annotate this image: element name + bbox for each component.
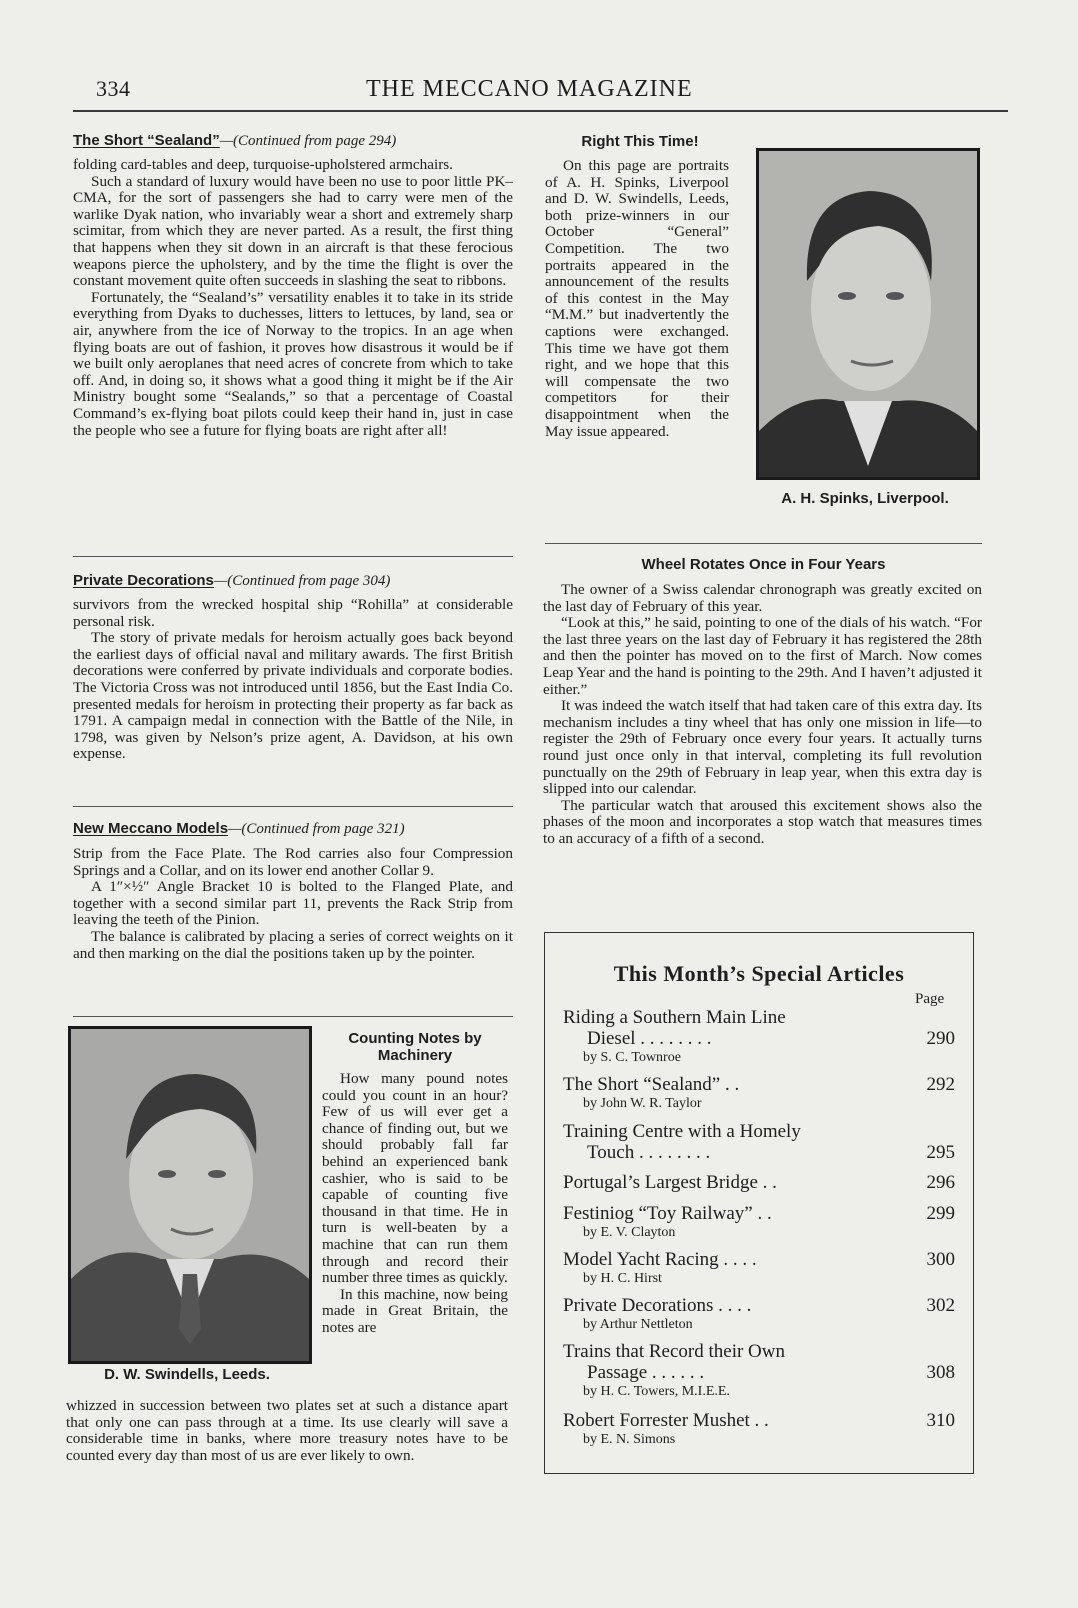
divider bbox=[73, 806, 513, 807]
toc-entry-title: Trains that Record their Own bbox=[563, 1341, 785, 1362]
paragraph: whizzed in succession between two plates set at such a distance apart that only one can pass through at a time. Its use clearly will save a considerable time in banks, where more treasury notes have to be counted every day than most of us are ever likely to own. bbox=[66, 1397, 508, 1464]
sealand-continued: —(Continued from page 294) bbox=[219, 133, 397, 149]
toc-entry-page: 310 bbox=[926, 1410, 955, 1431]
toc-entry-title-cont: Diesel . . . . . . . . bbox=[587, 1028, 712, 1049]
paragraph: The balance is calibrated by placing a series of correct weights on it and then marking on the dial the positions taken up by the pointer. bbox=[73, 927, 513, 962]
toc-entry bbox=[563, 1341, 955, 1400]
toc-entry-title: Training Centre with a Homely bbox=[563, 1121, 801, 1142]
toc-entry bbox=[563, 1295, 955, 1333]
portrait-spinks bbox=[756, 148, 980, 480]
spinks-caption: A. H. Spinks, Liverpool. bbox=[781, 490, 949, 507]
right-time-body bbox=[545, 158, 729, 440]
wheel-body bbox=[543, 582, 982, 848]
decorations-continued: —(Continued from page 304) bbox=[213, 573, 391, 589]
paragraph: In this machine, now being made in Great Britain, the notes are bbox=[322, 1285, 508, 1336]
toc-entry bbox=[563, 1172, 955, 1193]
paragraph: A 1″×½″ Angle Bracket 10 is bolted to the Flanged Plate, and together with a second similar part 11, prevents the Rack Strip from leaving the teeth of the Pinion. bbox=[73, 878, 513, 929]
toc-entry bbox=[563, 1007, 955, 1066]
paragraph: Such a standard of luxury would have been no use to poor little PK–CMA, for the sort of passengers she had to carry were men of the warlike Dyak nation, who invariably wear a short and extremely sharp scimitar, from which they are never parted. As a result, the first thing that happens when they sit down in an aircraft is that these ferocious weapons pierce the upholstery, and by the time the flight is over the constant movement quite often succeeds in slashing the seat to ribbons. bbox=[73, 172, 513, 290]
toc-entry-page: 299 bbox=[926, 1203, 955, 1224]
models-continued: —(Continued from page 321) bbox=[228, 821, 405, 837]
toc-entry-title: The Short “Sealand” . . bbox=[563, 1074, 740, 1095]
paragraph: How many pound notes could you count in an hour? Few of us will ever get a chance of finding out, but we should probably fall far behind an experienced bank cashier, who is said to be capable of counting five thousand in that time. He in turn is well-beaten by a machine that can run them through and record their number three times as quickly. bbox=[322, 1070, 508, 1287]
portrait-swindells bbox=[68, 1026, 312, 1364]
decorations-body bbox=[73, 597, 513, 763]
toc-entry bbox=[563, 1203, 955, 1241]
toc-entry-title: Riding a Southern Main Line bbox=[563, 1007, 786, 1028]
counting-full-body bbox=[66, 1398, 508, 1464]
right-time-heading: Right This Time! bbox=[581, 133, 699, 150]
toc-entry bbox=[563, 1074, 955, 1112]
toc-title: This Month’s Special Articles bbox=[613, 961, 905, 986]
sealand-heading bbox=[73, 132, 513, 150]
paragraph: survivors from the wrecked hospital ship “Rohilla” at considerable personal risk. bbox=[73, 596, 513, 630]
toc-entry-title-cont: Passage . . . . . . bbox=[587, 1362, 705, 1383]
divider bbox=[73, 1016, 513, 1017]
toc-entry-page: 290 bbox=[926, 1028, 955, 1049]
toc-entry-page: 300 bbox=[926, 1249, 955, 1270]
toc-entry-title: Portugal’s Largest Bridge . . bbox=[563, 1172, 777, 1193]
toc-entry-page: 296 bbox=[926, 1172, 955, 1193]
toc-entry-title: Robert Forrester Mushet . . bbox=[563, 1410, 769, 1431]
divider bbox=[545, 543, 982, 544]
sealand-body bbox=[73, 157, 513, 439]
toc-entry-title: Festiniog “Toy Railway” . . bbox=[563, 1203, 772, 1224]
toc-entry-author: by H. C. Hirst bbox=[583, 1271, 662, 1286]
counting-side-body bbox=[322, 1071, 508, 1337]
toc-entry-title: Model Yacht Racing . . . . bbox=[563, 1249, 757, 1270]
decorations-heading bbox=[73, 572, 513, 590]
swindells-caption: D. W. Swindells, Leeds. bbox=[104, 1366, 270, 1383]
special-articles-box bbox=[544, 932, 974, 1474]
models-body bbox=[73, 846, 513, 962]
portrait-image bbox=[71, 1029, 309, 1361]
toc-entry-author: by S. C. Townroe bbox=[583, 1050, 681, 1065]
toc-entry-page: 292 bbox=[926, 1074, 955, 1095]
paragraph: “Look at this,” he said, pointing to one of the dials of his watch. “For the last three years on the last day of February it has registered the 28th and then the pointer has moved on to the first of March. Now comes Leap Year and the hand is pointing to the 29th. And I haven’t adjusted it either.” bbox=[543, 614, 982, 698]
toc-entry-page: 295 bbox=[926, 1142, 955, 1163]
paragraph: The story of private medals for heroism actually goes back beyond the earliest days of official naval and military awards. The first British decorations were conferred by private individuals and corporate bodies. The Victoria Cross was not introduced until 1856, but the East India Co. presented medals for heroism in protecting their property as far back as 1791. A campaign medal in connection with the Battle of the Nile, in 1798, was given by Nelson’s prize agent, A. Davidson, at his own expense. bbox=[73, 629, 513, 763]
toc-entry-author: by E. V. Clayton bbox=[583, 1225, 676, 1240]
toc-page-label: Page bbox=[915, 991, 945, 1007]
paragraph: The particular watch that aroused this excitement shows also the phases of the moon and incorporates a stop watch that measures times to an accuracy of a fifth of a second. bbox=[543, 796, 982, 847]
paragraph: The owner of a Swiss calendar chronograph was greatly excited on the last day of February of this year. bbox=[543, 581, 982, 615]
toc-entry bbox=[563, 1249, 955, 1287]
models-title: New Meccano Models bbox=[73, 820, 229, 837]
magazine-title: THE MECCANO MAGAZINE bbox=[366, 76, 693, 102]
toc-entry-author: by Arthur Nettleton bbox=[583, 1317, 693, 1332]
toc-entry-title: Private Decorations . . . . bbox=[563, 1295, 752, 1316]
page-number: 334 bbox=[96, 76, 131, 101]
toc-entry-author: by E. N. Simons bbox=[583, 1432, 676, 1447]
toc-entry bbox=[563, 1410, 955, 1448]
toc-entry-title-cont: Touch . . . . . . . . bbox=[587, 1142, 711, 1163]
counting-heading: Counting Notes by Machinery bbox=[348, 1030, 482, 1064]
toc-entry-author: by H. C. Towers, M.I.E.E. bbox=[583, 1384, 730, 1399]
models-heading bbox=[73, 820, 513, 838]
paragraph: It was indeed the watch itself that had taken care of this extra day. Its mechanism includes a tiny wheel that has only one mission in life—to register the 29th of February once every four years. It actually turns round just once only in that interval, completing its full revolution punctually on the 29th of February in leap year, when this extra day is slipped into our calendar. bbox=[543, 697, 982, 798]
divider bbox=[73, 556, 513, 557]
decorations-title: Private Decorations bbox=[73, 572, 214, 589]
paragraph: Fortunately, the “Sealand’s” versatility enables it to take in its stride everything from Dyaks to duchesses, litters to lettuces, by land, sea or air, anywhere from the ice of Norway to the tropics. In an age when flying boats are out of fashion, it proves how disastrous it would be if we built only aeroplanes that need acres of concrete from which to take off. And, in doing so, it shows what a good thing it might be if the Air Ministry bought some “Sealands,” so that a percentage of Coastal Command’s ex-flying boat pilots could keep their hand in, just in case the people who see a future for flying boats are right after all! bbox=[73, 288, 513, 439]
toc-entry bbox=[563, 1121, 955, 1163]
wheel-heading: Wheel Rotates Once in Four Years bbox=[641, 556, 886, 573]
toc-entry-page: 302 bbox=[926, 1295, 955, 1316]
paragraph: On this page are portraits of A. H. Spinks, Liverpool and D. W. Swindells, Leeds, both prize-winners in our October “General” Competition. The two portraits appeared in the announcement of the results of this contest in the May “M.M.” but inadvertently the captions were exchanged. This time we have got them right, and we hope that this will compensate the two competitors for their disappointment when the May issue appeared. bbox=[545, 157, 729, 440]
paragraph: Strip from the Face Plate. The Rod carries also four Compression Springs and a Collar, and on its lower end another Collar 9. bbox=[73, 845, 513, 879]
toc-entry-page: 308 bbox=[926, 1362, 955, 1383]
portrait-image bbox=[759, 151, 977, 477]
header-rule bbox=[73, 110, 1008, 112]
paragraph: folding card-tables and deep, turquoise-upholstered armchairs. bbox=[73, 156, 453, 173]
sealand-title: The Short “Sealand” bbox=[73, 132, 220, 149]
toc-entry-author: by John W. R. Taylor bbox=[583, 1096, 702, 1111]
